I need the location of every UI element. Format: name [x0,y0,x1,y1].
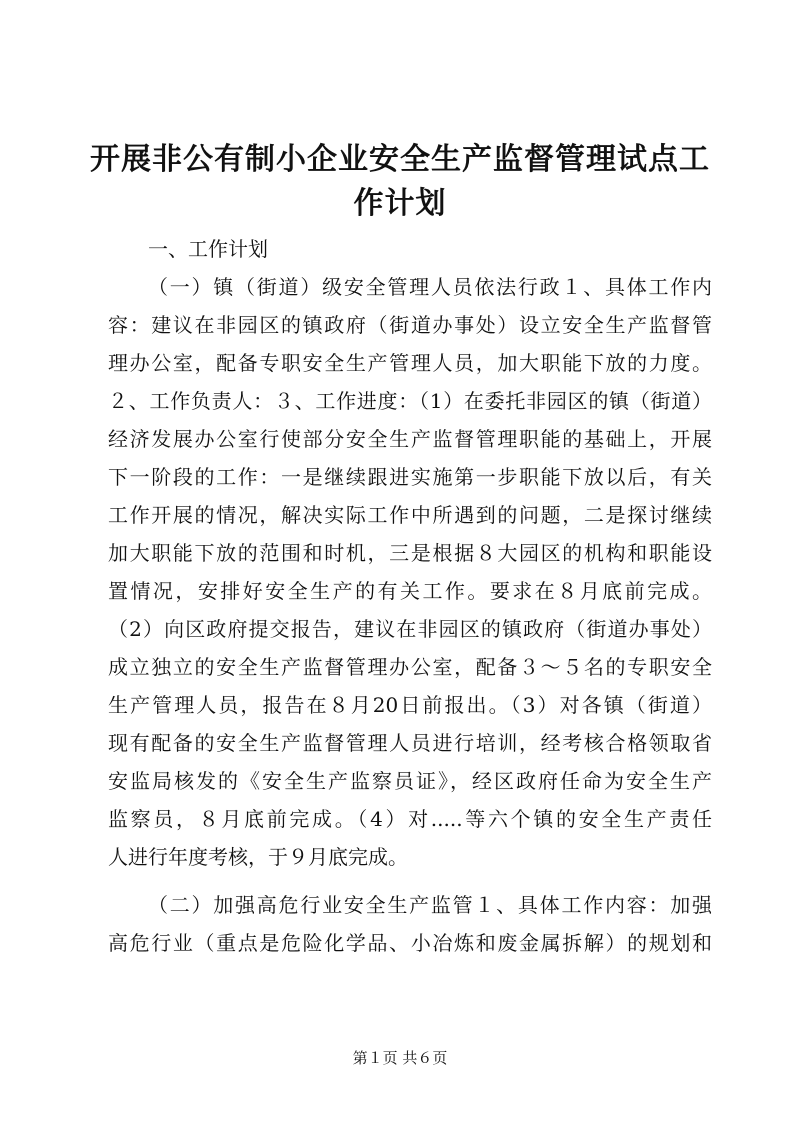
paragraph-line: 工作开展的情况，解决实际工作中所遇到的问题，二是探讨继续 [108,503,712,527]
paragraph-line: 置情况，安排好安全生产的有关工作。要求在８月底前完成。 [108,579,712,603]
paragraph-line: （二）加强高危行业安全生产监管１、具体工作内容：加强 [148,893,712,917]
paragraph-line: 安监局核发的《安全生产监察员证》，经区政府任命为安全生产 [108,769,712,793]
title-line: 开展非公有制小企业安全生产监督管理试点工 [90,142,710,177]
paragraph-line: 加大职能下放的范围和时机，三是根据８大园区的机构和职能设 [108,541,712,565]
document-title [90,138,710,226]
paragraph-line: 现有配备的安全生产监督管理人员进行培训，经考核合格领取省 [108,731,712,755]
paragraph-line: 理办公室，配备专职安全生产管理人员，加大职能下放的力度。 [108,351,712,375]
paragraph [108,268,712,876]
paragraph-line: 成立独立的安全生产监督管理办公室，配备３～５名的专职安全 [108,655,712,679]
title-line: 作计划 [353,186,447,221]
document-body [108,230,712,962]
paragraph [108,886,712,962]
paragraph-line: 监察员，８月底前完成。（4）对.....等六个镇的安全生产责任 [108,807,712,831]
paragraph-line: 经济发展办公室行使部分安全生产监督管理职能的基础上，开展 [108,427,712,451]
paragraph-line: ２、工作负责人：３、工作进度：（1）在委托非园区的镇（街道） [108,389,712,413]
section-heading: 一、工作计划 [148,237,268,261]
paragraph-line: 下一阶段的工作：一是继续跟进实施第一步职能下放以后，有关 [108,465,712,489]
page-footer [0,1048,800,1068]
paragraph-line: （一）镇（街道）级安全管理人员依法行政１、具体工作内 [148,275,712,299]
paragraph-line: 高危行业（重点是危险化学品、小冶炼和废金属拆解）的规划和 [108,931,712,955]
paragraph-line: 人进行年度考核，于９月底完成。 [108,845,408,869]
paragraph-gap [108,876,712,886]
page-indicator: 第１页 共６页 [352,1049,448,1067]
paragraph-line: 容：建议在非园区的镇政府（街道办事处）设立安全生产监督管 [108,313,712,337]
paragraph-line: 生产管理人员，报告在８月20日前报出。（3）对各镇（街道） [108,693,712,717]
paragraph-line: （2）向区政府提交报告，建议在非园区的镇政府（街道办事处） [108,617,712,641]
